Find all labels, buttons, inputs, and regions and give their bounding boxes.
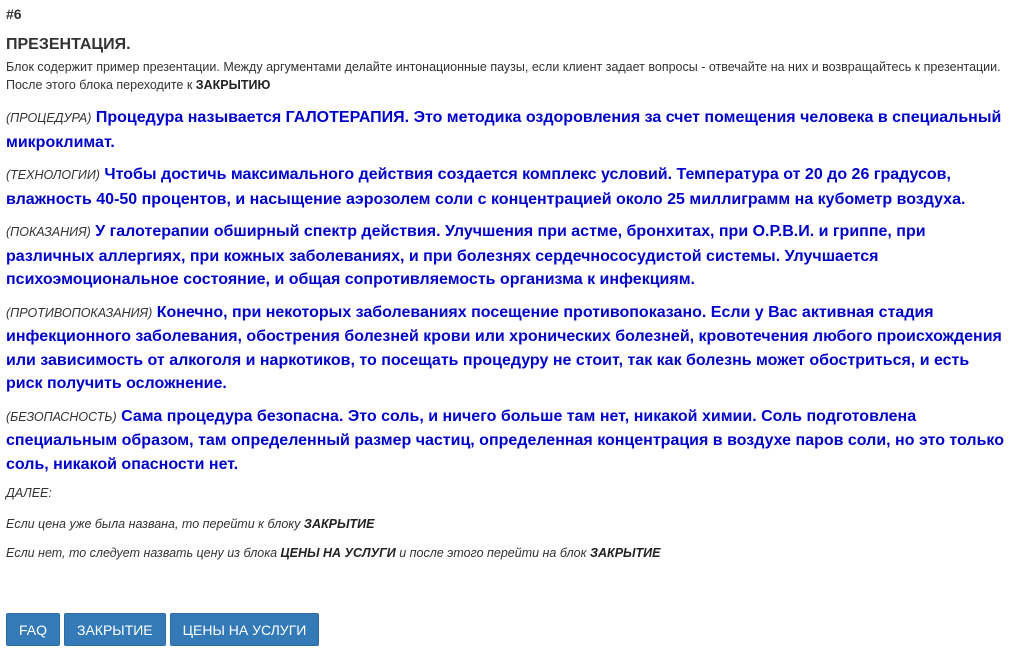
paragraph-tag: (ТЕХНОЛОГИИ) — [6, 168, 100, 182]
paragraph-safety — [6, 405, 1006, 477]
next-target-closing: ЗАКРЫТИЕ — [589, 546, 661, 560]
closing-button[interactable]: ЗАКРЫТИЕ — [64, 613, 166, 646]
paragraph-text: Сама процедура безопасна. Это соль, и ничего больше там нет, никакой химии. Соль подготовлена специальным образом, там определенный размер частиц, определенная концентрация в воздухе паров соли, но это только соль, никакой опасности нет. — [6, 407, 1004, 473]
next-line-priced — [6, 516, 1006, 532]
block-title: ПРЕЗЕНТАЦИЯ. — [6, 36, 131, 53]
paragraph-tag: (ПОКАЗАНИЯ) — [6, 225, 91, 239]
next-line-text: Если цена уже была названа, то перейти к блоку — [6, 517, 304, 531]
next-line-text: Если нет, то следует назвать цену из блока — [6, 546, 281, 560]
paragraph-tag: (ПРОЦЕДУРА) — [6, 111, 92, 125]
intro-closing-link: ЗАКРЫТИЮ — [195, 78, 271, 92]
paragraph-tag: (ПРОТИВОПОКАЗАНИЯ) — [6, 305, 153, 320]
paragraph-indications — [6, 220, 1006, 292]
faq-button[interactable]: FAQ — [6, 613, 60, 646]
intro-text: Блок содержит пример презентации. Между аргументами делайте интонационные паузы, если клиент задает вопросы - отвечайте на них и возвращайтесь к презентации. После этого блока переходите к — [6, 60, 1001, 92]
next-line-text: и после этого перейти на блок — [395, 546, 590, 560]
block-number: #6 — [6, 6, 22, 22]
paragraph-tag: (БЕЗОПАСНОСТЬ) — [6, 409, 117, 424]
paragraph-text: Чтобы достичь максимального действия создается комплекс условий. Температура от 20 до 26 градусов, влажность 40-50 процентов, и насыщение аэрозолем соли с концентрацией около 25 миллиграмм на кубометр воздуха. — [6, 166, 966, 208]
paragraph-contraindications — [6, 301, 1006, 396]
prices-button[interactable]: ЦЕНЫ НА УСЛУГИ — [170, 613, 320, 646]
next-line-unpriced — [6, 545, 1006, 561]
next-target-prices: ЦЕНЫ НА УСЛУГИ — [280, 546, 396, 560]
navigation-buttons — [6, 613, 319, 646]
next-label: ДАЛЕЕ: — [6, 486, 52, 500]
paragraph-text: Процедура называется ГАЛОТЕРАПИЯ. Это методика оздоровления за счет помещения человека в специальный микроклимат. — [6, 109, 1002, 151]
next-target-closing: ЗАКРЫТИЕ — [303, 517, 375, 531]
paragraph-text: Конечно, при некоторых заболеваниях посещение противопоказано. Если у Вас активная стадия инфекционного заболевания, обострения болезней крови или хронических болезней, кровотечения любого происхождения или зависимость от алкоголя и наркотиков, то посещать процедуру не стоит, так как болезнь может обостриться, и есть риск получить осложнение. — [6, 303, 1002, 392]
block-intro — [6, 58, 1006, 94]
paragraph-procedure — [6, 106, 1006, 154]
paragraph-technology — [6, 163, 1006, 211]
paragraph-text: У галотерапии обширный спектр действия. Улучшения при астме, бронхитах, при О.Р.В.И. и гриппе, при различных аллергиях, при кожных заболеваниях, и при болезнях сердечнососудистой системы. Улучшается психоэмоциональное состояние, и общая сопротивляемость организма к инфекциям. — [6, 223, 926, 288]
